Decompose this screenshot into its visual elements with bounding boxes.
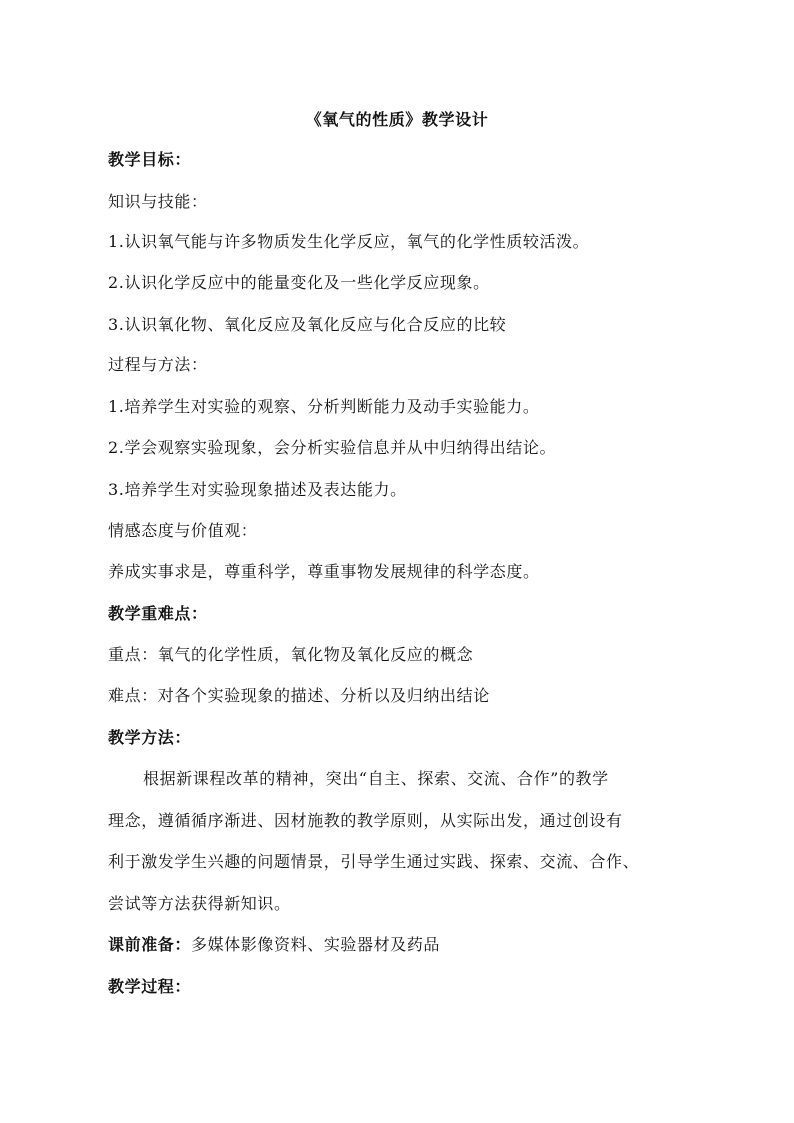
method-heading: 教学方法： [108,728,192,747]
knowledge-item-1: 1.认识氧气能与许多物质发生化学反应，氧气的化学性质较活泼。 [108,232,590,251]
attitude-heading: 情感态度与价值观： [108,521,258,540]
preparation-label: 课前准备： [108,935,192,954]
key-difficult-heading: 教学重难点： [108,604,208,623]
document-title: 《氧气的性质》教学设计 [305,110,489,129]
method-line-4: 尝试等方法获得新知识。 [108,894,291,913]
process-item-3: 3.培养学生对实验现象描述及表达能力。 [108,480,407,499]
knowledge-item-2: 2.认识化学反应中的能量变化及一些化学反应现象。 [108,273,490,292]
attitude-text: 养成实事求是，尊重科学，尊重事物发展规律的科学态度。 [108,562,540,581]
preparation-line [108,935,440,955]
method-line-2: 理念，遵循循序渐进、因材施教的教学原则，从实际出发，通过创设有 [108,811,623,830]
knowledge-heading: 知识与技能： [108,192,208,211]
method-line-3: 利于激发学生兴趣的问题情景，引导学生通过实践、探索、交流、合作、 [108,852,640,871]
objectives-heading: 教学目标： [108,150,192,169]
process-item-2: 2.学会观察实验现象，会分析实验信息并从中归纳得出结论。 [108,438,557,457]
process-item-1: 1.培养学生对实验的观察、分析判断能力及动手实验能力。 [108,397,540,416]
knowledge-item-3: 3.认识氧化物、氧化反应及氧化反应与化合反应的比较 [108,315,507,334]
procedure-heading: 教学过程： [108,977,192,996]
key-point-text: 重点：氧气的化学性质，氧化物及氧化反应的概念 [108,645,474,664]
difficult-point-text: 难点：对各个实验现象的描述、分析以及归纳出结论 [108,686,490,705]
method-line-1: 根据新课程改革的精神，突出“自主、探索、交流、合作”的教学 [143,769,609,788]
process-heading: 过程与方法： [108,355,208,374]
preparation-text: 多媒体影像资料、实验器材及药品 [191,935,441,954]
